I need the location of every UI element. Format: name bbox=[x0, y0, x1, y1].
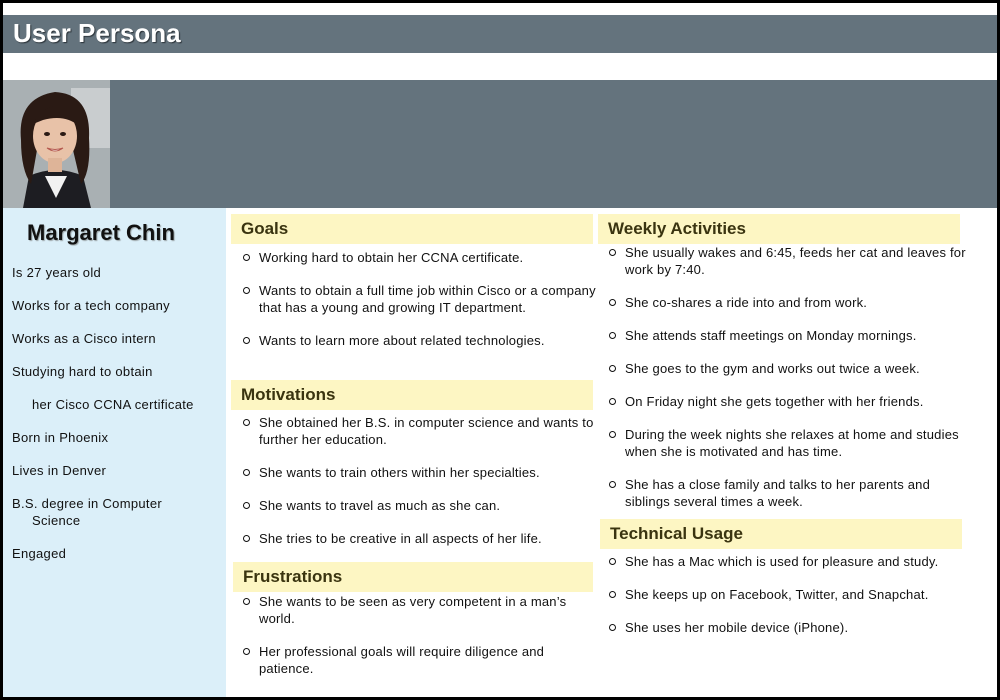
list-item: She keeps up on Facebook, Twitter, and Snapchat. bbox=[607, 586, 945, 603]
list-item: On Friday night she gets together with her friends. bbox=[607, 393, 992, 410]
list-item: She wants to travel as much as she can. bbox=[241, 497, 606, 514]
goals-heading: Goals bbox=[231, 214, 593, 244]
fact-role: Works as a Cisco intern bbox=[12, 331, 156, 346]
list-item: She tries to be creative in all aspects of her life. bbox=[241, 530, 606, 547]
persona-name: Margaret Chin bbox=[27, 220, 175, 245]
list-item: She goes to the gym and works out twice a week. bbox=[607, 360, 992, 377]
list-item: She co-shares a ride into and from work. bbox=[607, 294, 992, 311]
list-item: She usually wakes and 6:45, feeds her cat and leaves for work by 7:40. bbox=[607, 244, 975, 278]
list-item: Wants to learn more about related technologies. bbox=[241, 332, 611, 349]
persona-photo bbox=[3, 80, 110, 208]
fact-birthplace: Born in Phoenix bbox=[12, 430, 109, 445]
list-item: She has a close family and talks to her parents and siblings several times a week. bbox=[607, 476, 975, 510]
weekly-activities-heading: Weekly Activities bbox=[598, 214, 960, 244]
list-item: She uses her mobile device (iPhone). bbox=[607, 619, 967, 636]
list-item: She wants to be seen as very competent in a man’s world. bbox=[241, 593, 591, 627]
fact-studying: Studying hard to obtain bbox=[12, 364, 153, 379]
technical-usage-list bbox=[607, 553, 967, 636]
persona-sidebar bbox=[3, 208, 226, 697]
fact-relationship: Engaged bbox=[12, 546, 67, 561]
list-item: Wants to obtain a full time job within Cisco or a company that has a young and growing IT department. bbox=[241, 282, 611, 316]
list-item: During the week nights she relaxes at home and studies when she is motivated and has time. bbox=[607, 426, 975, 460]
fact-degree: B.S. degree in Computer bbox=[12, 496, 162, 511]
page-title: User Persona bbox=[13, 18, 181, 48]
banner bbox=[3, 80, 997, 208]
persona-facts bbox=[12, 264, 224, 578]
list-item: Working hard to obtain her CCNA certificate. bbox=[241, 249, 611, 266]
motivations-list bbox=[241, 414, 606, 547]
list-item: She obtained her B.S. in computer science and wants to further her education. bbox=[241, 414, 606, 448]
frustrations-heading: Frustrations bbox=[233, 562, 593, 592]
weekly-activities-list bbox=[607, 244, 992, 510]
fact-residence: Lives in Denver bbox=[12, 463, 107, 478]
persona-page bbox=[3, 3, 997, 697]
list-item: Her professional goals will require diligence and patience. bbox=[241, 643, 591, 677]
goals-list bbox=[241, 249, 611, 349]
fact-employer: Works for a tech company bbox=[12, 298, 170, 313]
list-item: She wants to train others within her specialties. bbox=[241, 464, 606, 481]
title-bar bbox=[3, 15, 997, 53]
fact-studying-cont: her Cisco CCNA certificate bbox=[32, 397, 194, 412]
frustrations-list bbox=[241, 593, 591, 677]
technical-usage-heading: Technical Usage bbox=[600, 519, 962, 549]
list-item: She attends staff meetings on Monday mornings. bbox=[607, 327, 992, 344]
fact-age: Is 27 years old bbox=[12, 265, 102, 280]
list-item: She has a Mac which is used for pleasure and study. bbox=[607, 553, 965, 570]
fact-degree-cont: Science bbox=[32, 513, 81, 528]
motivations-heading: Motivations bbox=[231, 380, 593, 410]
